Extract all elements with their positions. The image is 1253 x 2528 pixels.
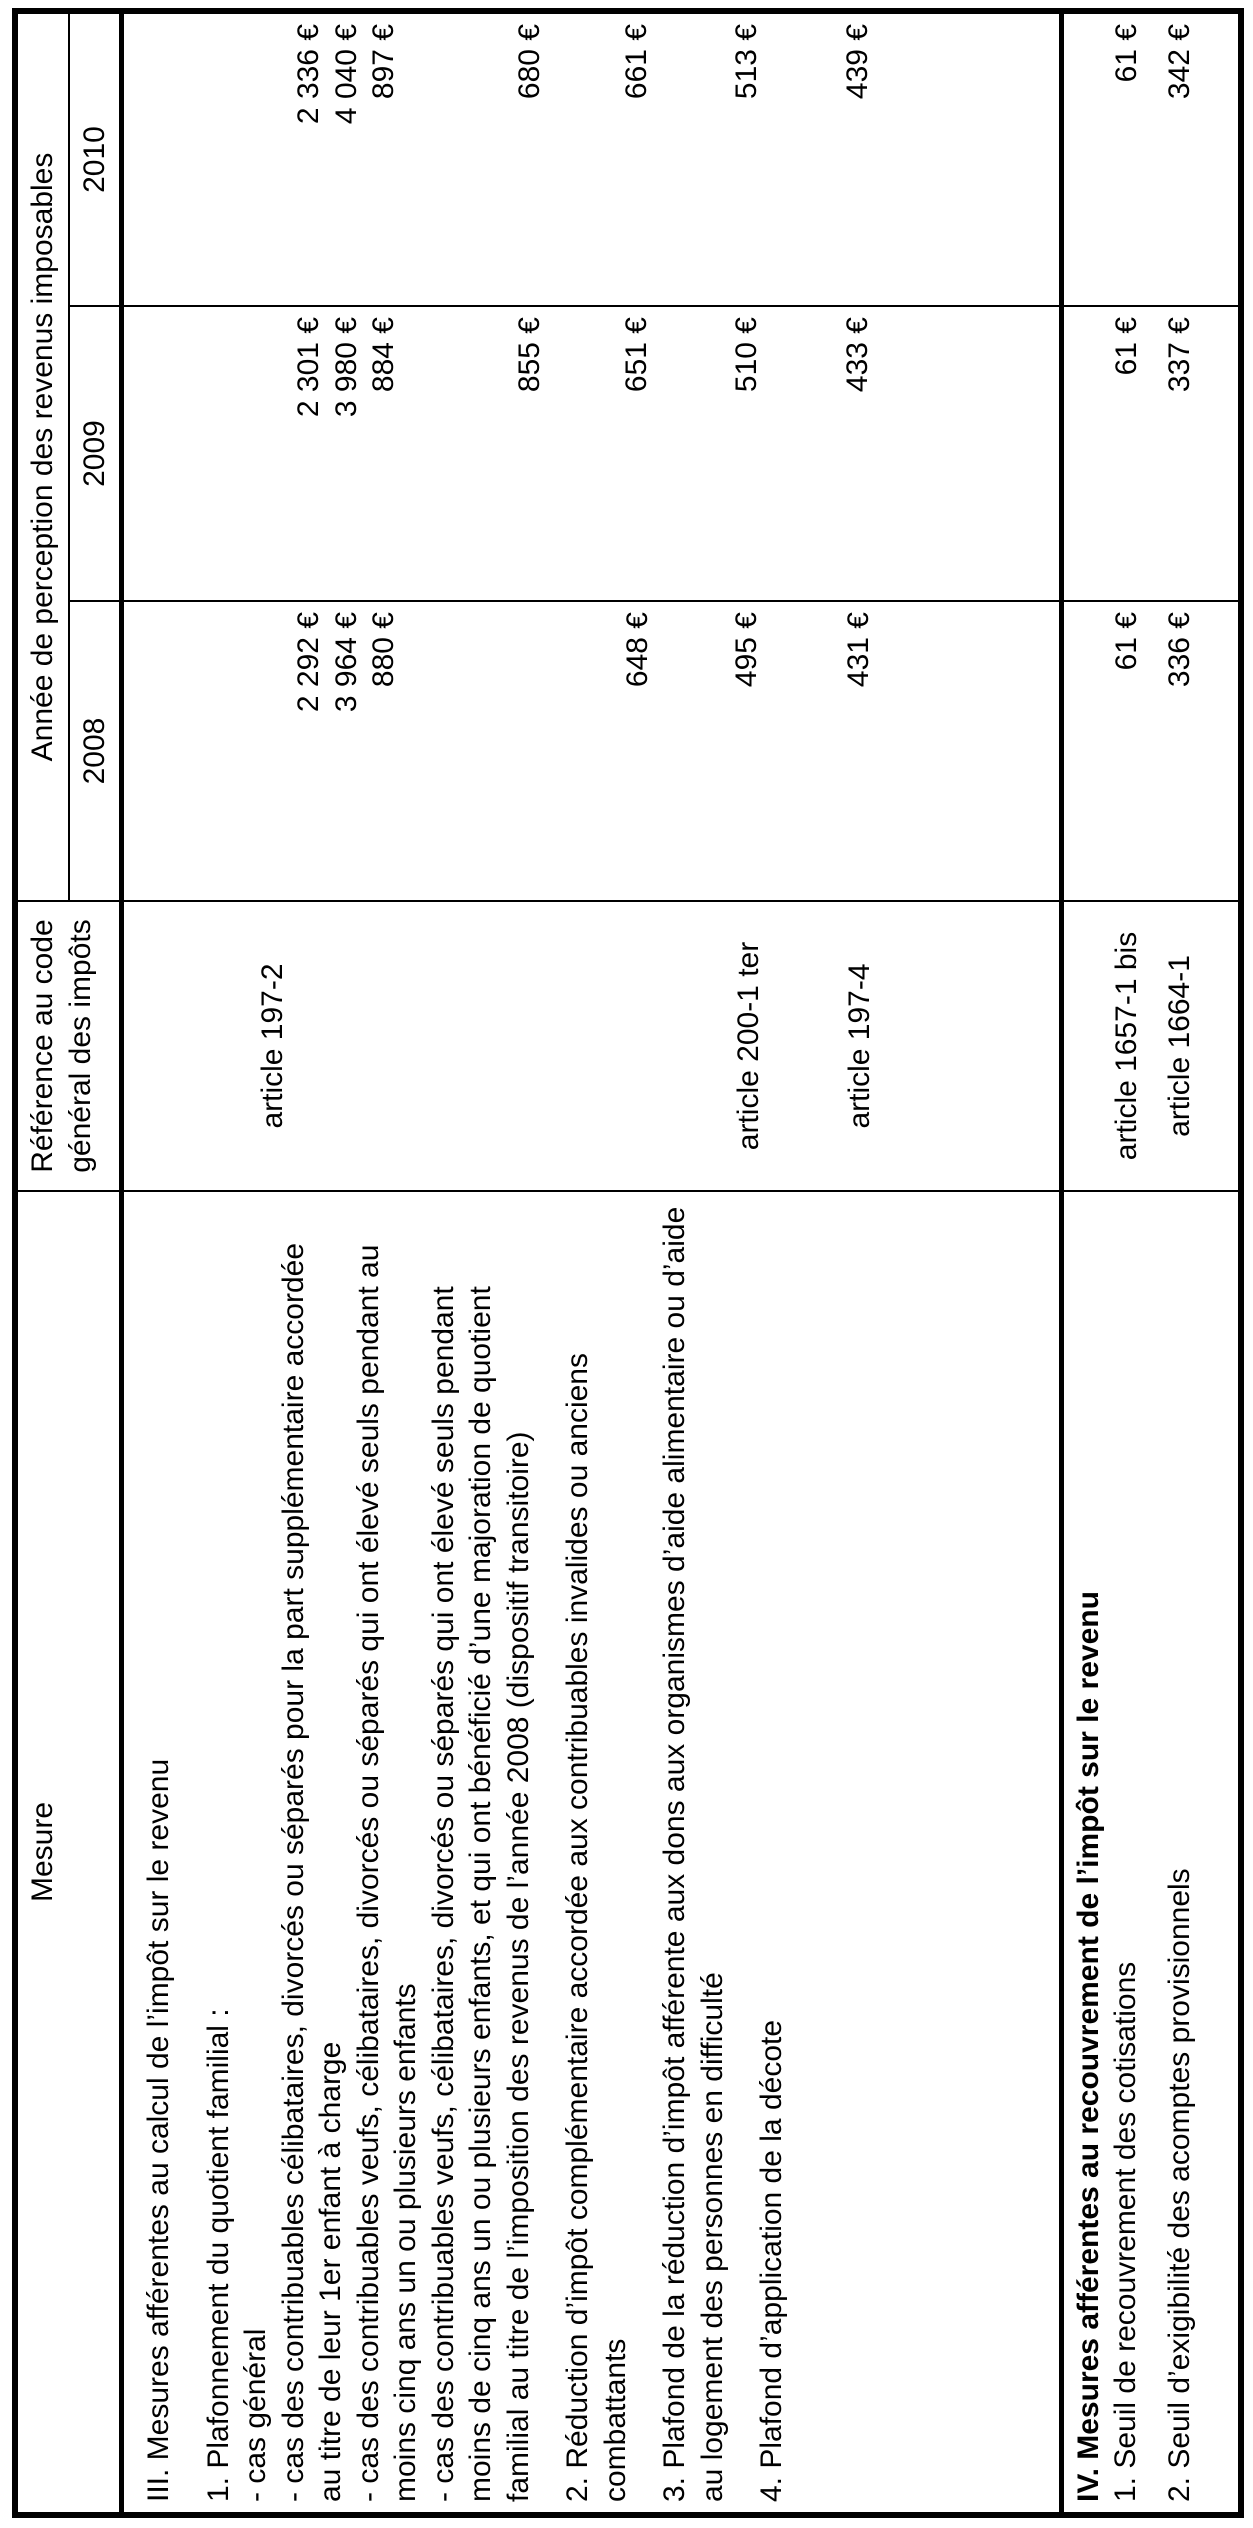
v2009-general: 2 301 €: [292, 317, 325, 418]
s4-item1-label: 1. Seuil de recouvrement des cotisations: [1109, 1961, 1142, 2502]
section4-row: [1061, 11, 1241, 2515]
item4-label: 4. Plafond d’application de la décote: [755, 2019, 788, 2502]
s4-v2010-item2: 342 €: [1163, 23, 1196, 100]
item3-label: 3. Plafond de la réduction d’impôt afférente aux dons aux organismes d’aide alimentaire ou d’aide au logement des personnes en difficulté: [658, 1206, 729, 2502]
section3-refs-cell: [122, 901, 1062, 1191]
item1-case-raised-alone: - cas des contribuables veufs, célibataires, divorcés ou séparés qui ont élevé seuls pendant au moins cinq ans un ou plusieurs enfants: [351, 1244, 422, 2502]
item1-ref: article 197-2: [256, 963, 289, 1129]
header-reference: Référence au code général des impôts: [15, 901, 122, 1191]
v2008-item4: 431 €: [841, 612, 875, 688]
v2008-general: 2 292 €: [292, 612, 325, 713]
item1-case-transitional: - cas des contribuables veufs, célibataires, divorcés ou séparés qui ont élevé seuls pendant moins de cinq ans un ou plusieurs enfants, et qui ont bénéficié d’une majoration de quotient familial au titre de l’imposition des revenus de l’année 2008 (dispositif transitoire): [426, 1286, 535, 2502]
header-year-2009: 2009: [69, 306, 122, 601]
v2009-item3: 510 €: [729, 317, 763, 393]
v2009-item2: 651 €: [620, 317, 653, 393]
s4-item2-ref: article 1664-1: [1163, 955, 1196, 1137]
header-row-1: [15, 11, 69, 2515]
item1-title: 1. Plafonnement du quotient familial :: [201, 2008, 235, 2502]
v2010-item2: 661 €: [620, 23, 653, 100]
section4-title: IV. Mesures afférentes au recouvrement de l’impôt sur le revenu: [1071, 1591, 1105, 2502]
v2009-item4: 433 €: [841, 317, 874, 393]
v2008-first-child: 3 964 €: [329, 612, 363, 713]
section4-measures-cell: [1061, 1191, 1241, 2515]
section4-2010-cell: [1061, 11, 1241, 306]
section3-2009-cell: [122, 306, 1062, 601]
tax-measures-table: [12, 8, 1244, 2518]
item1-case-first-child: - cas des contribuables célibataires, divorcés ou séparés pour la part supplémentaire accordée au titre de leur 1er enfant à charge: [276, 1242, 347, 2502]
s4-v2008-item1: 61 €: [1109, 612, 1143, 671]
section4-refs-cell: [1061, 901, 1241, 1191]
item1-case-general: - cas général: [239, 2328, 272, 2502]
section3-2008-cell: [122, 601, 1062, 901]
v2009-first-child: 3 980 €: [329, 317, 363, 418]
v2010-raised-alone: 897 €: [367, 23, 400, 100]
header-mesure: Mesure: [15, 1191, 122, 2515]
v2010-item3: 513 €: [729, 23, 763, 100]
v2008-item2: 648 €: [620, 612, 654, 688]
header-annee: Année de perception des revenus imposables: [15, 11, 69, 901]
v2008-raised-alone: 880 €: [367, 612, 400, 688]
section3-title: III. Mesures afférentes au calcul de l’impôt sur le revenu: [142, 1758, 175, 2502]
section3-measures-cell: [122, 1191, 1062, 2515]
s4-v2010-item1: 61 €: [1109, 23, 1143, 83]
s4-item2-label: 2. Seuil d’exigibilité des acomptes provisionnels: [1162, 1868, 1196, 2502]
v2008-item3: 495 €: [730, 612, 763, 688]
item4-ref: article 197-4: [843, 963, 876, 1129]
v2010-item4: 439 €: [841, 23, 874, 100]
header-year-2008: 2008: [69, 601, 122, 901]
v2009-transitional: 855 €: [512, 317, 546, 393]
s4-v2009-item1: 61 €: [1109, 317, 1143, 376]
section4-2009-cell: [1061, 306, 1241, 601]
item3-ref: article 200-1 ter: [731, 941, 765, 1151]
item2-label: 2. Réduction d’impôt complémentaire accordée aux contribuables invalides ou anciens combattants: [561, 1353, 632, 2502]
v2010-transitional: 680 €: [512, 23, 546, 100]
s4-item1-ref: article 1657-1 bis: [1109, 931, 1143, 1161]
section3-2010-cell: [122, 11, 1062, 306]
v2009-raised-alone: 884 €: [367, 317, 400, 393]
section3-row: [122, 11, 1062, 2515]
section4-2008-cell: [1061, 601, 1241, 901]
v2010-general: 2 336 €: [292, 23, 325, 125]
v2010-first-child: 4 040 €: [329, 23, 363, 125]
s4-v2008-item2: 336 €: [1163, 612, 1196, 688]
s4-v2009-item2: 337 €: [1163, 317, 1196, 393]
header-year-2010: 2010: [69, 11, 122, 306]
